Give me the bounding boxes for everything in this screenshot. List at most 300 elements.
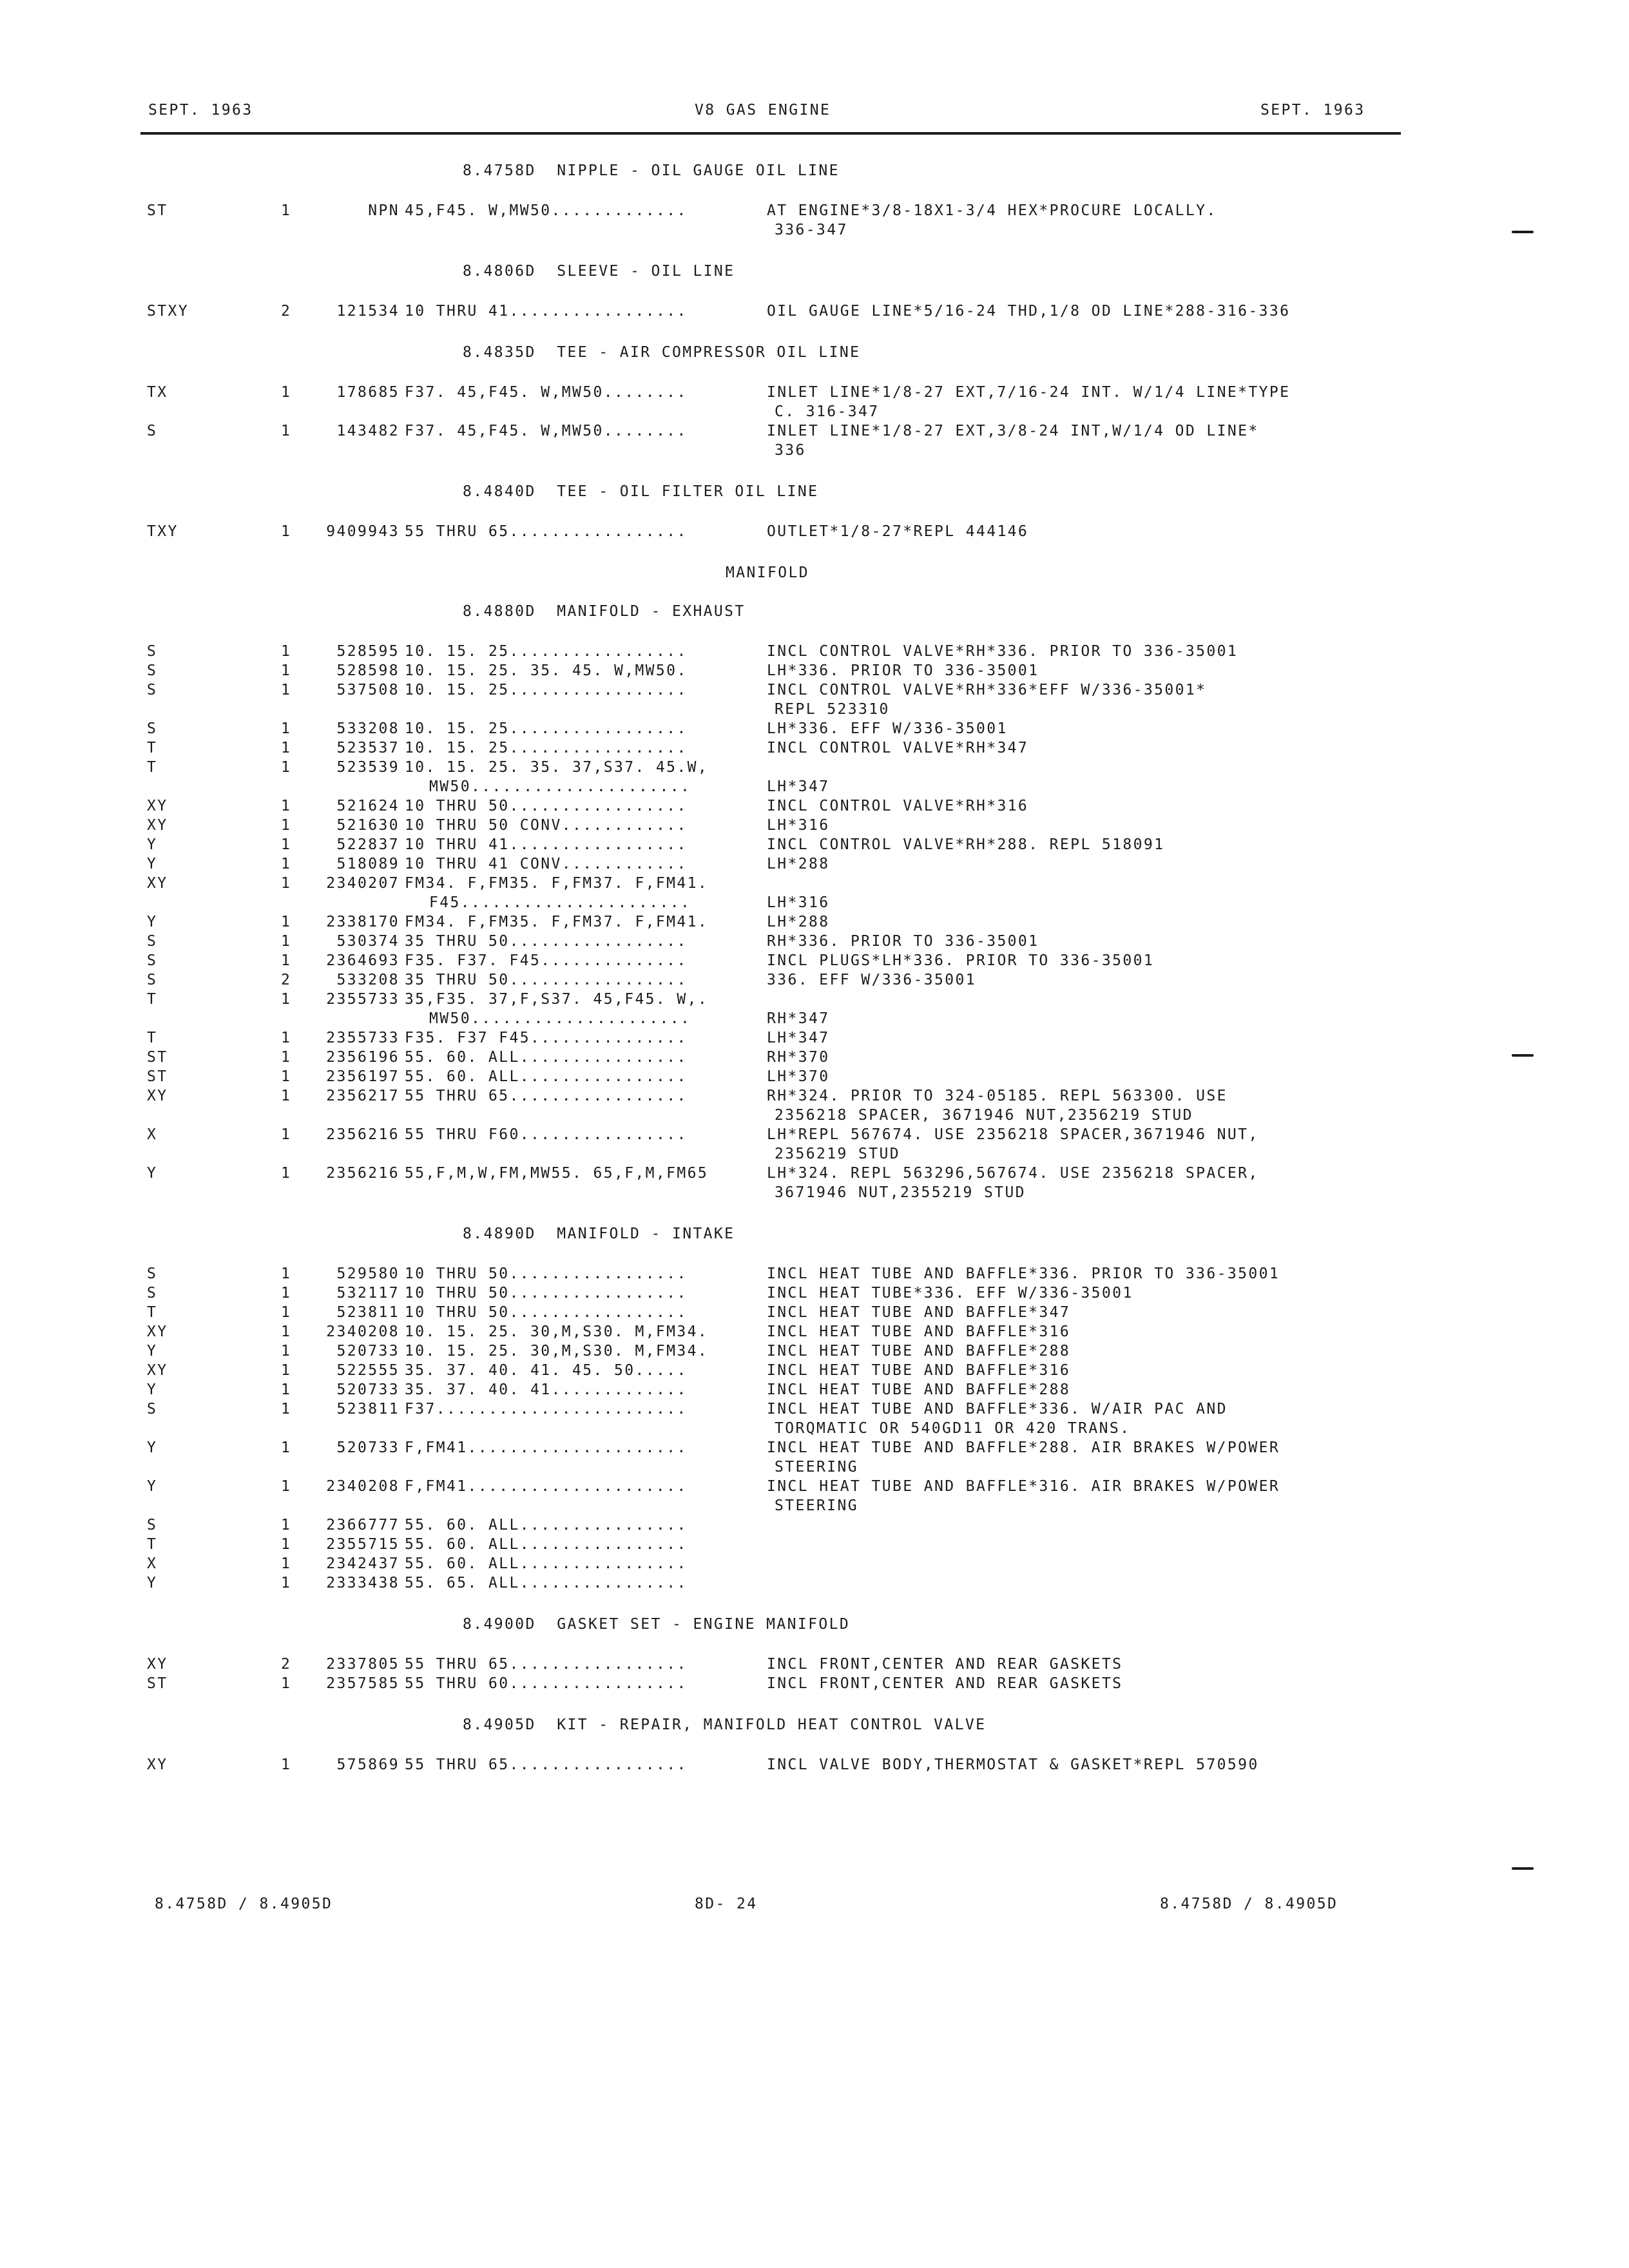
dot-leader: ................. <box>509 303 688 320</box>
usage-code: S <box>147 1517 158 1533</box>
application-text: 55. 65. ALL <box>405 1575 520 1591</box>
quantity: 1 <box>281 1126 292 1143</box>
quantity: 1 <box>281 1517 292 1533</box>
description: INCL HEAT TUBE AND BAFFLE*316 <box>767 1362 1071 1379</box>
quantity: 1 <box>281 1030 292 1046</box>
application-text: F35. F37. F45 <box>405 952 541 969</box>
application-models <box>405 1755 688 1774</box>
dot-leader: ................. <box>509 933 688 950</box>
description-continued: 3671946 NUT,2355219 STUD <box>775 1184 1026 1201</box>
header-date-right: SEPT. 1963 <box>1260 102 1365 119</box>
application-text: 10. 15. 25 <box>405 740 510 756</box>
part-number: 2340208 <box>326 1323 400 1340</box>
application-text: 55. 60. ALL <box>405 1536 520 1553</box>
part-number: 2355733 <box>326 1030 400 1046</box>
application-text: 35. 37. 40. 41. 45. 50 <box>405 1362 635 1379</box>
application-models <box>405 1164 708 1183</box>
usage-code: Y <box>147 1478 158 1495</box>
usage-code: STXY <box>147 303 189 320</box>
dot-leader: ........................ <box>436 1401 688 1418</box>
description: RH*324. PRIOR TO 324-05185. REPL 563300. USE <box>767 1088 1228 1104</box>
dot-leader: ................ <box>519 1517 688 1533</box>
quantity: 1 <box>281 759 292 776</box>
dot-leader: ................. <box>509 798 688 814</box>
usage-code: Y <box>147 1575 158 1591</box>
application-text: 10 THRU 50 <box>405 1285 510 1302</box>
quantity: 2 <box>281 972 292 988</box>
usage-code: Y <box>147 1381 158 1398</box>
section-title: 8.4758D NIPPLE - OIL GAUGE OIL LINE <box>463 162 840 179</box>
usage-code: XY <box>147 1756 168 1773</box>
application-text: 10 THRU 50 <box>405 1265 510 1282</box>
description: LH*347 <box>767 778 830 795</box>
dot-leader: ................. <box>509 720 688 737</box>
application-models <box>405 1341 708 1361</box>
dot-leader: ................. <box>509 1656 688 1673</box>
description: INCL CONTROL VALVE*RH*316 <box>767 798 1029 814</box>
quantity: 1 <box>281 740 292 756</box>
description: INCL PLUGS*LH*336. PRIOR TO 336-35001 <box>767 952 1155 969</box>
application-text: 10 THRU 41 <box>405 303 510 320</box>
usage-code: TX <box>147 384 168 401</box>
part-number: 2342437 <box>326 1555 400 1572</box>
application-models <box>405 1674 688 1693</box>
quantity: 1 <box>281 1068 292 1085</box>
dot-leader: ................. <box>509 740 688 756</box>
application-models <box>405 421 688 441</box>
part-number: 523811 <box>336 1401 400 1418</box>
description: INCL CONTROL VALVE*RH*336. PRIOR TO 336-35001 <box>767 643 1239 660</box>
description: INCL HEAT TUBE AND BAFFLE*316. AIR BRAKES W/POWER <box>767 1478 1280 1495</box>
dot-leader: .............. <box>541 952 688 969</box>
dot-leader: ................. <box>509 682 688 698</box>
description: INCL FRONT,CENTER AND REAR GASKETS <box>767 1656 1123 1673</box>
part-number: 523539 <box>336 759 400 776</box>
part-number: 178685 <box>336 384 400 401</box>
application-text: 35 THRU 50 <box>405 933 510 950</box>
application-models <box>405 970 688 990</box>
usage-code: XY <box>147 1088 168 1104</box>
usage-code: XY <box>147 798 168 814</box>
part-number: 2356217 <box>326 1088 400 1104</box>
application-models <box>405 738 688 758</box>
description-continued: STEERING <box>775 1497 858 1514</box>
part-number: 2340207 <box>326 875 400 892</box>
application-text: 10 THRU 41 <box>405 836 510 853</box>
dot-leader: ..................... <box>467 1478 688 1495</box>
application-text: 55 THRU F60 <box>405 1126 520 1143</box>
dot-leader: . <box>677 662 688 679</box>
application-models <box>405 874 708 893</box>
quantity: 1 <box>281 682 292 698</box>
part-number: 529580 <box>336 1265 400 1282</box>
quantity: 1 <box>281 1478 292 1495</box>
description: INCL HEAT TUBE AND BAFFLE*288 <box>767 1381 1071 1398</box>
quantity: 1 <box>281 1381 292 1398</box>
dot-leader: ..................... <box>471 1010 691 1027</box>
part-number: 575869 <box>336 1756 400 1773</box>
description-continued: 336 <box>775 442 806 459</box>
application-text: 35. 37. 40. 41 <box>405 1381 552 1398</box>
application-text: 55 THRU 60 <box>405 1675 510 1692</box>
application-text: MW50 <box>429 1010 471 1027</box>
application-models <box>405 854 688 874</box>
description: INCL HEAT TUBE AND BAFFLE*336. W/AIR PAC AND <box>767 1401 1228 1418</box>
usage-code: Y <box>147 836 158 853</box>
dot-leader: ................. <box>509 1265 688 1282</box>
usage-code: Y <box>147 914 158 930</box>
application-text: 10 THRU 50 <box>405 798 510 814</box>
application-text: F45 <box>429 894 461 911</box>
application-models <box>405 758 708 777</box>
dot-leader: ................. <box>509 523 688 540</box>
usage-code: T <box>147 1536 158 1553</box>
description: LH*316 <box>767 894 830 911</box>
description: INCL CONTROL VALVE*RH*336*EFF W/336-35001* <box>767 682 1207 698</box>
quantity: 1 <box>281 991 292 1008</box>
part-number: 2357585 <box>326 1675 400 1692</box>
margin-tick-mark <box>1512 231 1534 233</box>
application-models <box>405 932 688 951</box>
dot-leader: ..................... <box>467 1439 688 1456</box>
footer-range-left: 8.4758D / 8.4905D <box>155 1896 333 1912</box>
application-text: FM34. F,FM35. F,FM37. F,FM41. <box>405 914 709 930</box>
description: RH*336. PRIOR TO 336-35001 <box>767 933 1039 950</box>
description: LH*336. EFF W/336-35001 <box>767 720 1008 737</box>
part-number: 2355715 <box>326 1536 400 1553</box>
quantity: 1 <box>281 523 292 540</box>
part-number: 523811 <box>336 1304 400 1321</box>
application-models <box>405 1535 688 1554</box>
application-text: 55. 60. ALL <box>405 1517 520 1533</box>
part-number: 533208 <box>336 720 400 737</box>
quantity: 1 <box>281 836 292 853</box>
usage-code: S <box>147 720 158 737</box>
usage-code: X <box>147 1126 158 1143</box>
dot-leader: ..... <box>635 1362 688 1379</box>
part-number: NPN <box>368 202 400 219</box>
usage-code: ST <box>147 1675 168 1692</box>
usage-code: ST <box>147 202 168 219</box>
dot-leader: ................. <box>509 643 688 660</box>
dot-leader: ................ <box>519 1575 688 1591</box>
application-models <box>405 1086 688 1106</box>
dot-leader: ............. <box>551 202 688 219</box>
application-models <box>405 719 688 738</box>
quantity: 1 <box>281 1362 292 1379</box>
application-models <box>405 951 688 970</box>
usage-code: S <box>147 1401 158 1418</box>
quantity: 1 <box>281 1756 292 1773</box>
part-number: 521630 <box>336 817 400 834</box>
section-title: 8.4890D MANIFOLD - INTAKE <box>463 1225 735 1242</box>
application-text: 55 THRU 65 <box>405 1756 510 1773</box>
usage-code: X <box>147 1555 158 1572</box>
application-models <box>405 661 688 680</box>
part-number: 521624 <box>336 798 400 814</box>
part-number: 2356216 <box>326 1126 400 1143</box>
usage-code: S <box>147 1265 158 1282</box>
dot-leader: ................. <box>509 1675 688 1692</box>
application-text: 55 THRU 65 <box>405 1088 510 1104</box>
usage-code: Y <box>147 1165 158 1182</box>
usage-code: XY <box>147 875 168 892</box>
application-models <box>405 796 688 816</box>
usage-code: Y <box>147 1343 158 1360</box>
application-text: 10. 15. 25. 35. 45. W,MW50 <box>405 662 677 679</box>
description: OUTLET*1/8-27*REPL 444146 <box>767 523 1029 540</box>
quantity: 1 <box>281 662 292 679</box>
usage-code: ST <box>147 1049 168 1066</box>
quantity: 1 <box>281 423 292 439</box>
margin-tick-mark <box>1512 1054 1534 1057</box>
part-number: 2338170 <box>326 914 400 930</box>
quantity: 1 <box>281 933 292 950</box>
part-number: 520733 <box>336 1439 400 1456</box>
usage-code: XY <box>147 1323 168 1340</box>
usage-code: T <box>147 740 158 756</box>
dot-leader: ..................... <box>471 778 691 795</box>
quantity: 1 <box>281 1401 292 1418</box>
part-number: 528598 <box>336 662 400 679</box>
description: RH*347 <box>767 1010 830 1027</box>
description: LH*288 <box>767 914 830 930</box>
application-text: 10 THRU 50 CONV <box>405 817 562 834</box>
description: LH*316 <box>767 817 830 834</box>
dot-leader: ................ <box>519 1068 688 1085</box>
dot-leader: ................. <box>509 1088 688 1104</box>
quantity: 1 <box>281 643 292 660</box>
section-title: 8.4835D TEE - AIR COMPRESSOR OIL LINE <box>463 344 861 361</box>
dot-leader: ............. <box>551 1381 688 1398</box>
application-text: F37. 45,F45. W,MW50 <box>405 384 604 401</box>
part-number: 532117 <box>336 1285 400 1302</box>
part-number: 530374 <box>336 933 400 950</box>
dot-leader: ................ <box>519 1126 688 1143</box>
application-text: 55 THRU 65 <box>405 523 510 540</box>
footer-page-number: 8D- 24 <box>695 1896 758 1912</box>
quantity: 1 <box>281 1343 292 1360</box>
dot-leader: ................ <box>519 1555 688 1572</box>
application-models <box>405 1303 688 1322</box>
description: INCL CONTROL VALVE*RH*288. REPL 518091 <box>767 836 1165 853</box>
usage-code: T <box>147 1030 158 1046</box>
quantity: 1 <box>281 798 292 814</box>
quantity: 1 <box>281 875 292 892</box>
application-models <box>405 1322 708 1341</box>
usage-code: TXY <box>147 523 178 540</box>
usage-code: ST <box>147 1068 168 1085</box>
quantity: 2 <box>281 1656 292 1673</box>
application-text: 45,F45. W,MW50 <box>405 202 552 219</box>
dot-leader: ................. <box>509 972 688 988</box>
quantity: 1 <box>281 1575 292 1591</box>
usage-code: XY <box>147 817 168 834</box>
dot-leader: ............... <box>530 1030 688 1046</box>
description: INCL HEAT TUBE AND BAFFLE*336. PRIOR TO 336-35001 <box>767 1265 1280 1282</box>
application-models <box>405 1361 688 1380</box>
application-text: F35. F37 F45 <box>405 1030 530 1046</box>
part-number: 2364693 <box>326 952 400 969</box>
application-models <box>405 680 688 700</box>
dot-leader: ........ <box>603 384 688 401</box>
application-models <box>405 1380 688 1399</box>
part-number: 528595 <box>336 643 400 660</box>
description: LH*370 <box>767 1068 830 1085</box>
application-models <box>405 912 708 932</box>
header-title: V8 GAS ENGINE <box>695 102 831 119</box>
usage-code: Y <box>147 856 158 872</box>
application-models <box>405 1655 688 1674</box>
application-models <box>405 383 688 402</box>
description-continued: C. 316-347 <box>775 403 880 420</box>
description-continued: 336-347 <box>775 222 848 238</box>
application-continued <box>429 893 691 912</box>
quantity: 1 <box>281 1165 292 1182</box>
usage-code: T <box>147 1304 158 1321</box>
description: AT ENGINE*3/8-18X1-3/4 HEX*PROCURE LOCALLY. <box>767 202 1217 219</box>
section-title: 8.4905D KIT - REPAIR, MANIFOLD HEAT CONTROL VALVE <box>463 1716 987 1733</box>
part-number: 2356216 <box>326 1165 400 1182</box>
description-continued: 2356219 STUD <box>775 1146 900 1162</box>
usage-code: S <box>147 1285 158 1302</box>
usage-code: S <box>147 972 158 988</box>
usage-code: XY <box>147 1362 168 1379</box>
application-models <box>405 1283 688 1303</box>
application-models <box>405 1477 688 1496</box>
usage-code: T <box>147 759 158 776</box>
usage-code: S <box>147 682 158 698</box>
description: LH*REPL 567674. USE 2356218 SPACER,3671946 NUT, <box>767 1126 1259 1143</box>
application-models <box>405 1264 688 1283</box>
section-title: 8.4840D TEE - OIL FILTER OIL LINE <box>463 483 819 500</box>
part-number: 522837 <box>336 836 400 853</box>
application-text: 10. 15. 25. 30,M,S30. M,FM34. <box>405 1323 709 1340</box>
application-continued <box>429 777 691 796</box>
usage-code: S <box>147 952 158 969</box>
description: INLET LINE*1/8-27 EXT,7/16-24 INT. W/1/4 LINE*TYPE <box>767 384 1291 401</box>
dot-leader: ................. <box>509 1285 688 1302</box>
application-models <box>405 1048 688 1067</box>
description-continued: 2356218 SPACER, 3671946 NUT,2356219 STUD <box>775 1107 1193 1124</box>
usage-code: S <box>147 662 158 679</box>
application-models <box>405 1573 688 1593</box>
description: INCL HEAT TUBE AND BAFFLE*347 <box>767 1304 1071 1321</box>
quantity: 1 <box>281 1323 292 1340</box>
application-models <box>405 642 688 661</box>
part-number: 2333438 <box>326 1575 400 1591</box>
description: LH*347 <box>767 1030 830 1046</box>
description: INCL CONTROL VALVE*RH*347 <box>767 740 1029 756</box>
part-number: 2356196 <box>326 1049 400 1066</box>
description-continued: TORQMATIC OR 540GD11 OR 420 TRANS. <box>775 1420 1131 1437</box>
quantity: 1 <box>281 952 292 969</box>
part-number: 520733 <box>336 1381 400 1398</box>
dot-leader: ............ <box>561 856 688 872</box>
quantity: 1 <box>281 720 292 737</box>
part-number: 522555 <box>336 1362 400 1379</box>
description: 336. EFF W/336-35001 <box>767 972 976 988</box>
application-text: F37. 45,F45. W,MW50 <box>405 423 604 439</box>
application-models <box>405 1399 688 1419</box>
description: INLET LINE*1/8-27 EXT,3/8-24 INT,W/1/4 OD LINE* <box>767 423 1259 439</box>
description: INCL FRONT,CENTER AND REAR GASKETS <box>767 1675 1123 1692</box>
dot-leader: ................. <box>509 1756 688 1773</box>
dot-leader: ............ <box>561 817 688 834</box>
dot-leader: ................ <box>519 1536 688 1553</box>
quantity: 1 <box>281 856 292 872</box>
application-models <box>405 990 708 1009</box>
description: RH*370 <box>767 1049 830 1066</box>
usage-code: T <box>147 991 158 1008</box>
section-title: 8.4806D SLEEVE - OIL LINE <box>463 263 735 280</box>
quantity: 1 <box>281 1265 292 1282</box>
part-number: 537508 <box>336 682 400 698</box>
application-models <box>405 1125 688 1144</box>
dot-leader: ................. <box>509 1304 688 1321</box>
quantity: 1 <box>281 1439 292 1456</box>
quantity: 1 <box>281 384 292 401</box>
part-number: 2356197 <box>326 1068 400 1085</box>
description: LH*288 <box>767 856 830 872</box>
dot-leader: ................. <box>509 836 688 853</box>
part-number: 143482 <box>336 423 400 439</box>
application-models <box>405 1554 688 1573</box>
description: INCL HEAT TUBE AND BAFFLE*288. AIR BRAKES W/POWER <box>767 1439 1280 1456</box>
part-number: 2355733 <box>326 991 400 1008</box>
application-models <box>405 522 688 541</box>
quantity: 1 <box>281 1285 292 1302</box>
section-title: 8.4880D MANIFOLD - EXHAUST <box>463 603 746 620</box>
margin-tick-mark <box>1512 1867 1534 1870</box>
description-continued: REPL 523310 <box>775 701 890 718</box>
part-number: 518089 <box>336 856 400 872</box>
application-models <box>405 1515 688 1535</box>
quantity: 1 <box>281 1304 292 1321</box>
description: LH*336. PRIOR TO 336-35001 <box>767 662 1039 679</box>
application-text: 10 THRU 50 <box>405 1304 510 1321</box>
part-number: 121534 <box>336 303 400 320</box>
application-text: 10. 15. 25 <box>405 682 510 698</box>
part-number: 2340208 <box>326 1478 400 1495</box>
application-text: 10. 15. 25. 35. 37,S37. 45.W, <box>405 759 709 776</box>
part-number: 523537 <box>336 740 400 756</box>
application-continued <box>429 1009 691 1028</box>
application-text: 55. 60. ALL <box>405 1068 520 1085</box>
dot-leader: ........ <box>603 423 688 439</box>
application-models <box>405 201 688 220</box>
part-number: 2337805 <box>326 1656 400 1673</box>
usage-code: S <box>147 933 158 950</box>
header-rule <box>140 132 1401 135</box>
part-number: 9409943 <box>326 523 400 540</box>
application-models <box>405 1438 688 1457</box>
application-text: 10 THRU 41 CONV <box>405 856 562 872</box>
dot-leader: ................ <box>519 1049 688 1066</box>
application-models <box>405 816 688 835</box>
application-text: 55. 60. ALL <box>405 1555 520 1572</box>
description-continued: STEERING <box>775 1459 858 1475</box>
description: INCL HEAT TUBE*336. EFF W/336-35001 <box>767 1285 1133 1302</box>
application-text: FM34. F,FM35. F,FM37. F,FM41. <box>405 875 709 892</box>
application-models <box>405 1067 688 1086</box>
group-heading: MANIFOLD <box>726 564 809 581</box>
description: INCL HEAT TUBE AND BAFFLE*316 <box>767 1323 1071 1340</box>
part-number: 2366777 <box>326 1517 400 1533</box>
usage-code: S <box>147 643 158 660</box>
header-date-left: SEPT. 1963 <box>148 102 253 119</box>
quantity: 1 <box>281 1049 292 1066</box>
